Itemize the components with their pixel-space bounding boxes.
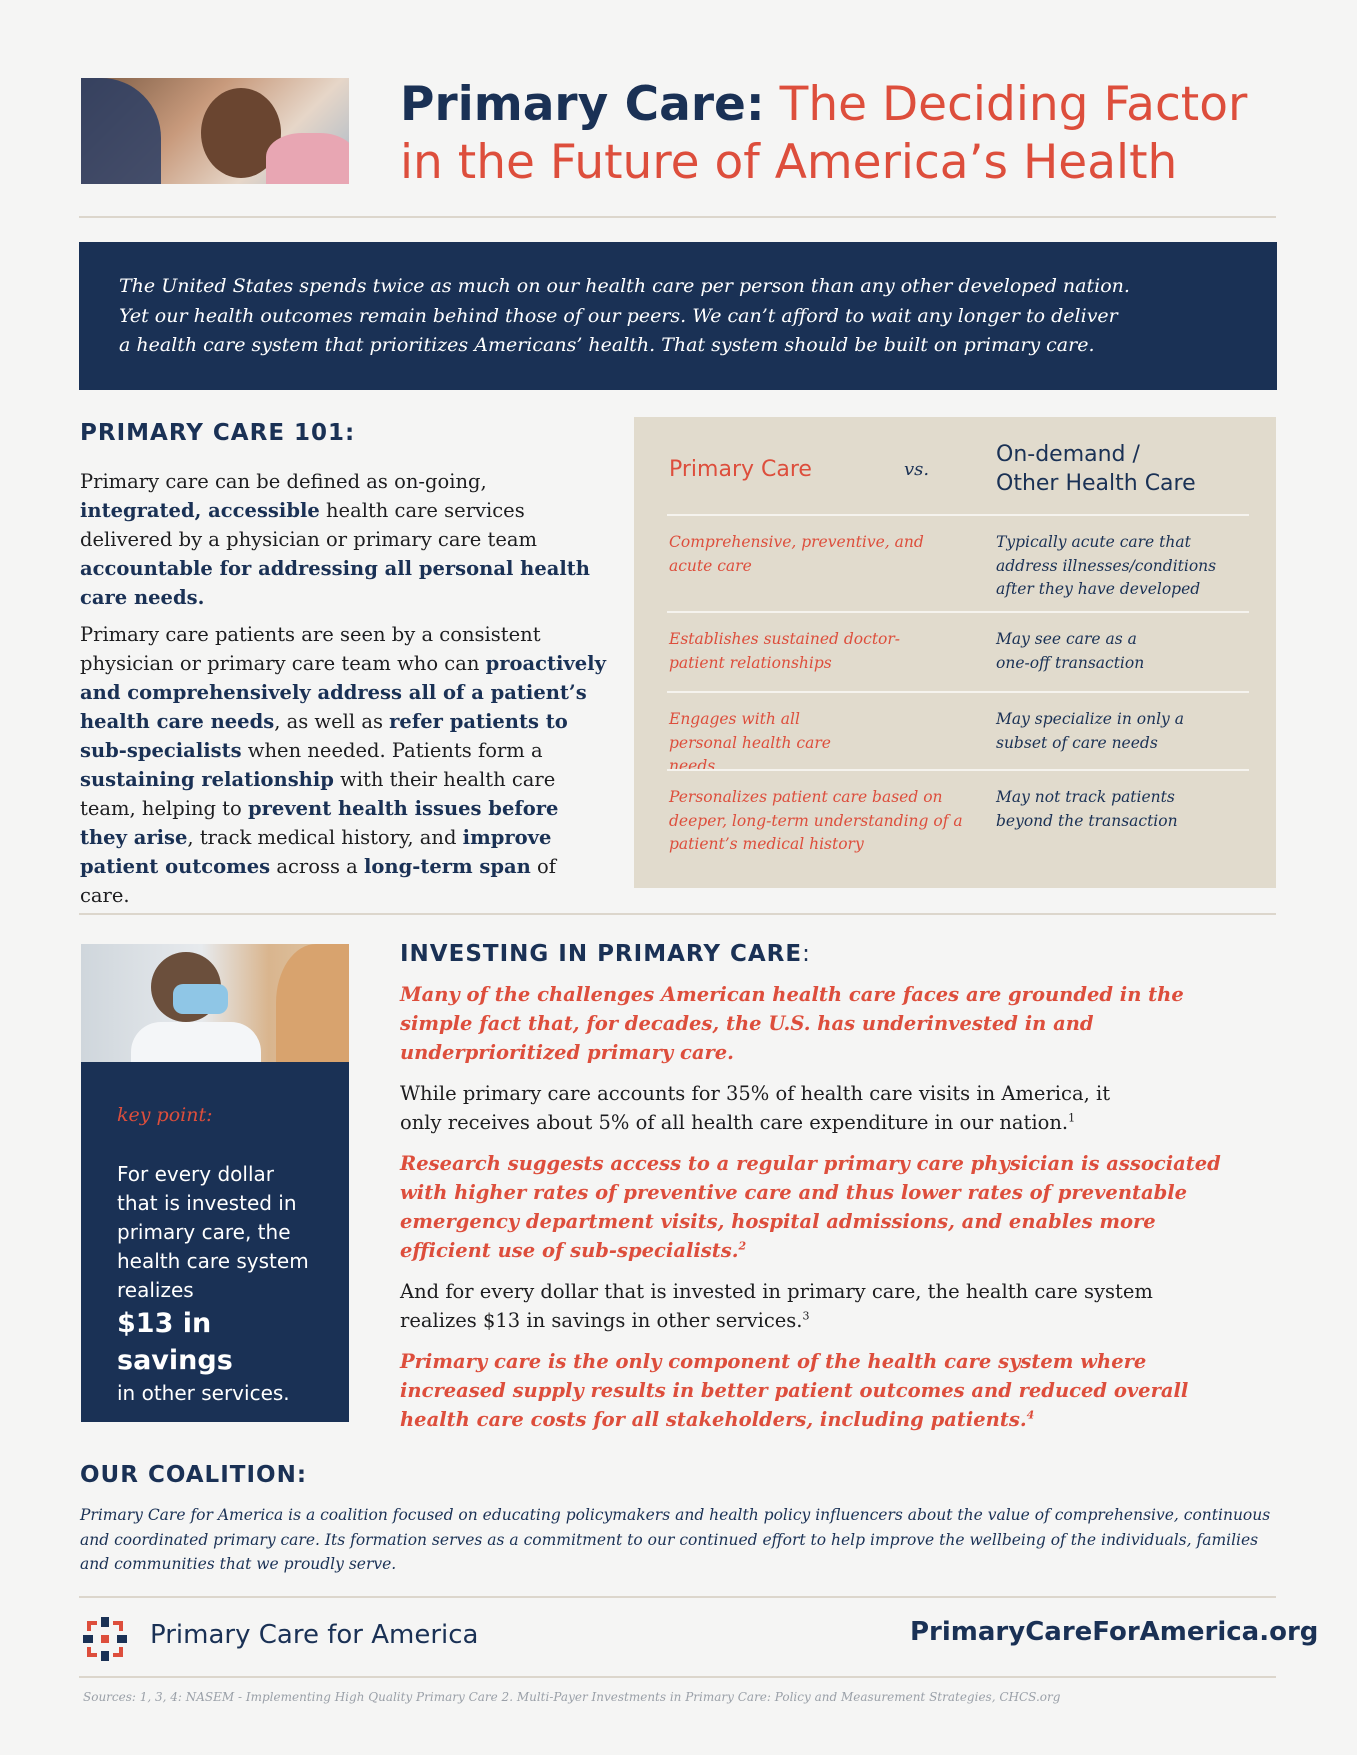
column-header-other-care: On-demand / Other Health Care — [996, 442, 1196, 496]
intro-line: Yet our health outcomes remain behind those of our peers. We can’t afford to wait any longer to deliver — [119, 304, 1118, 327]
primary-care-101-body — [80, 467, 610, 918]
key-point-box — [81, 1062, 349, 1422]
investing-body — [400, 980, 1250, 1446]
key-point-tail: in other services. — [117, 1381, 290, 1405]
comparison-table — [634, 417, 1276, 888]
text-run: with their health care team, helping to — [80, 768, 556, 820]
paragraph: While primary care accounts for 35% of health care visits in America, it only receives about 5% of all health care expenditure in our nation.$^1$ — [400, 1082, 1111, 1134]
table-row: Personalizes patient care based on deeper, long-term understanding of a patient’s medical history May not track patients beyond the transaction — [667, 769, 1249, 879]
divider — [79, 1596, 1276, 1598]
intro-line: a health care system that prioritizes Americans’ health. That system should be built on primary care. — [119, 334, 1095, 356]
divider — [79, 1676, 1276, 1678]
text-run: , as well as — [274, 710, 390, 733]
key-point-text: For every dollar that is invested in primary care, the health care system realizes — [117, 1162, 309, 1302]
sources-citation: Sources: 1, 3, 4: NASEM - Implementing High Quality Primary Care 2. Multi-Payer Investments in Primary Care: Policy and Measurement Strategies, CHCS.org — [83, 1690, 1061, 1704]
highlighted-text: prevent health issues before they arise — [80, 797, 559, 849]
paragraph — [80, 467, 610, 612]
website-link[interactable]: PrimaryCareForAmerica.org — [910, 1617, 1319, 1647]
divider — [79, 913, 1276, 915]
text-run: health care services delivered by a physician or primary care team — [80, 499, 538, 551]
text-run: when needed. Patients form a — [241, 739, 543, 762]
highlighted-text: accountable for addressing all personal health care needs. — [80, 557, 590, 609]
table-row: Comprehensive, preventive, and acute care Typically acute care that address illnesses/conditions after they have developed — [667, 514, 1249, 606]
intro-banner — [79, 242, 1277, 390]
highlighted-text: sustaining relationship — [80, 768, 334, 791]
section-title-coalition: OUR COALITION: — [80, 1462, 308, 1488]
vs-label: vs. — [904, 459, 930, 480]
intro-line: The United States spends twice as much on our health care per person than any other developed nation. — [119, 275, 1130, 297]
primary-care-logo-icon — [81, 1615, 129, 1663]
highlighted-text: improve patient outcomes — [80, 826, 552, 878]
organization-name: Primary Care for America — [150, 1620, 479, 1650]
coalition-body: Primary Care for America is a coalition focused on educating policymakers and health policy influencers about the value of comprehensive, continuous and coordinated primary care. Its formation serves as a commitment to our continued effort to help improve the wellbeing of the individuals, families and communities that we proudly serve. — [80, 1506, 1271, 1573]
key-point-label: key point: — [117, 1104, 213, 1126]
emphasis-paragraph: Research suggests access to a regular primary care physician is associated with higher rates of preventive care and thus lower rates of preventable emergency department visits, hospital admissions, and enables more efficient use of sub-specialists.$^2$ — [400, 1152, 1221, 1262]
paragraph: And for every dollar that is invested in primary care, the health care system realizes $13 in savings in other services.$^3$ — [400, 1280, 1153, 1332]
table-row: Engages with all personal health care needs May specialize in only a subset of care needs — [667, 691, 1249, 769]
highlighted-text: refer patients to sub-specialists — [80, 710, 568, 762]
hero-photo — [81, 78, 349, 184]
section-title-investing: INVESTING IN PRIMARY CARE: — [400, 941, 811, 967]
text-run: Primary care can be defined as on-going, — [80, 470, 487, 493]
text-run: of care. — [80, 855, 557, 907]
column-header-primary-care: Primary Care — [669, 457, 812, 482]
text-run: , track medical history, and — [187, 826, 463, 849]
highlighted-text: proactively and comprehensively address all of a patient’s health care needs — [80, 652, 606, 733]
text-run: Primary care patients are seen by a consistent physician or primary care team who can — [80, 623, 541, 675]
paragraph — [80, 620, 610, 910]
doctor-photo — [81, 944, 349, 1062]
section-title-primary-care-101: PRIMARY CARE 101: — [80, 420, 356, 446]
highlighted-text: integrated, accessible — [80, 499, 320, 522]
emphasis-paragraph: Primary care is the only component of the health care system where increased supply results in better patient outcomes and reduced overall health care costs for all stakeholders, including patients.$^4$ — [400, 1350, 1189, 1431]
key-point-highlight: $13 in savings — [117, 1308, 233, 1376]
page-title: Primary Care: The Deciding Factor in the Future of America’s Health — [400, 77, 1248, 190]
divider — [79, 216, 1276, 218]
highlighted-text: long-term span — [364, 855, 531, 878]
emphasis-paragraph: Many of the challenges American health care faces are grounded in the simple fact that, for decades, the U.S. has underinvested in and underprioritized primary care. — [400, 983, 1184, 1064]
text-run: across a — [270, 855, 364, 878]
table-row: Establishes sustained doctor-patient relationships May see care as a one-off transaction — [667, 611, 1249, 691]
